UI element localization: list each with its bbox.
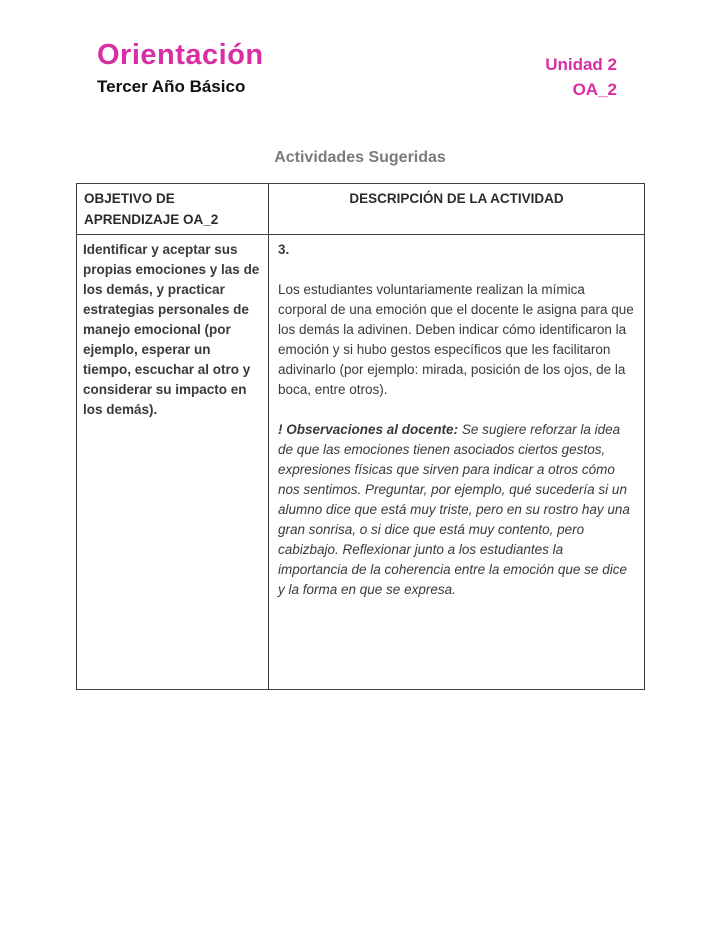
table-body-row (77, 235, 645, 690)
document-header-right (545, 52, 617, 102)
activity-description-cell (269, 235, 645, 690)
unit-label: Unidad 2 (545, 55, 617, 74)
document-header-left (97, 40, 264, 97)
teacher-observations (278, 420, 635, 600)
learning-objective-cell: Identificar y aceptar sus propias emociones y las de los demás, y practicar estrategias personales de manejo emocional (por ejemplo, esperar un tiempo, escuchar al otro y considerar su impacto en los demás). (77, 235, 269, 690)
subject-title: Orientación (97, 39, 264, 71)
suggested-activities-table (76, 183, 645, 690)
table-header-row (77, 184, 645, 235)
activity-column-header: DESCRIPCIÓN DE LA ACTIVIDAD (269, 184, 645, 235)
observations-label: ! Observaciones al docente: (278, 422, 459, 437)
section-title: Actividades Sugeridas (274, 149, 446, 166)
activity-number: 3. (278, 242, 290, 257)
objective-column-header: OBJETIVO DE APRENDIZAJE OA_2 (77, 184, 269, 235)
activity-description: Los estudiantes voluntariamente realizan la mímica corporal de una emoción que el docente le asigna para que los demás la adivinen. Deben indicar cómo identificaron la emoción y si hubo gestos específicos que les facilitaron adivinarlo (por ejemplo: mirada, posición de los ojos, de la boca, entre otros). (278, 282, 634, 397)
grade-title: Tercer Año Básico (97, 76, 246, 96)
oa-code-label: OA_2 (572, 80, 617, 99)
observations-text: Se sugiere reforzar la idea de que las emociones tienen asociados ciertos gestos, expresiones físicas que sirven para indicar a otros cómo nos sentimos. Preguntar, por ejemplo, qué sucedería si un alumno dice que está muy triste, pero en su rostro hay una gran sonrisa, o si dice que está muy contento, pero cabizbajo. Reflexionar junto a los estudiantes la importancia de la coherencia entre la emoción que se dice y la forma en que se expresa. (278, 422, 630, 597)
